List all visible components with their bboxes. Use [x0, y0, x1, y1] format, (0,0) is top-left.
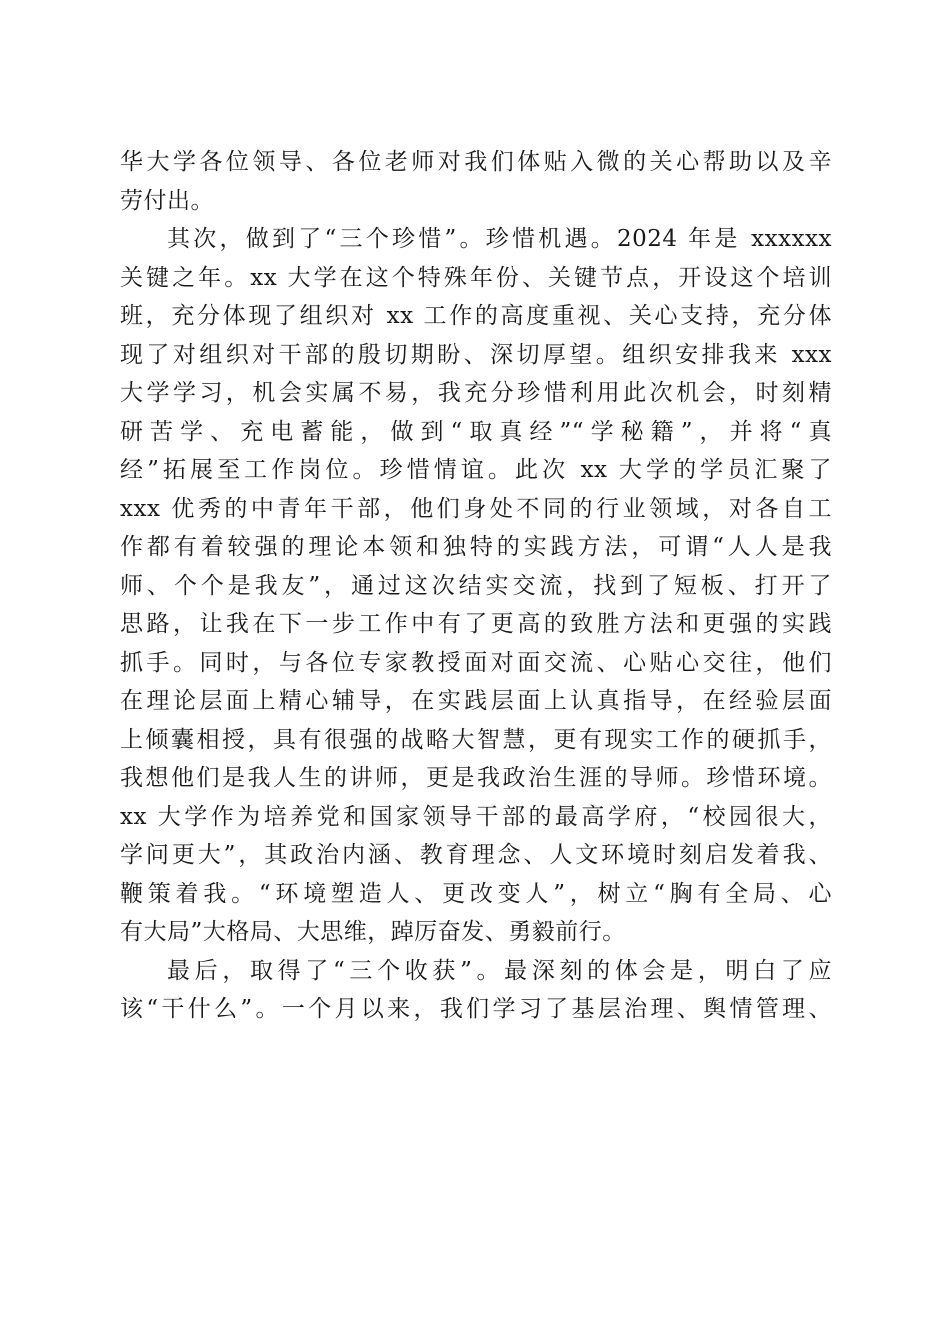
text-line: 该“干什么”。一个月以来，我们学习了基层治理、舆情管理、 — [120, 996, 832, 1022]
text-line: 师、个个是我友”，通过这次结实交流，找到了短板、打开了 — [120, 572, 832, 599]
text-line: 上倾囊相授，具有很强的战略大智慧，更有现实工作的硬抓手， — [120, 726, 832, 753]
text-line: 作都有着较强的理论本领和独特的实践方法，可谓“人人是我 — [120, 534, 832, 560]
text-line: 关键之年。xx 大学在这个特殊年份、关键节点，开设这个培训 — [120, 264, 832, 291]
text-line: xx 大学作为培养党和国家领导干部的最高学府，“校园很大， — [120, 803, 832, 830]
text-line: 思路，让我在下一步工作中有了更高的致胜方法和更强的实践 — [120, 611, 832, 637]
text-line: 经”拓展至工作岗位。珍惜情谊。此次 xx 大学的学员汇聚了 — [120, 457, 832, 483]
text-line: 班，充分体现了组织对 xx 工作的高度重视、关心支持，充分体 — [120, 303, 832, 329]
text-line: 我想他们是我人生的讲师，更是我政治生涯的导师。珍惜环境。 — [120, 765, 832, 791]
document-body — [120, 143, 832, 1029]
text-line: 学问更大”，其政治内涵、教育理念、人文环境时刻启发着我、 — [120, 842, 832, 868]
text-line: 大学学习，机会实属不易，我充分珍惜利用此次机会，时刻精 — [120, 380, 832, 406]
text-line: xxx 优秀的中青年干部，他们身处不同的行业领域，对各自工 — [120, 495, 832, 522]
text-line: 在理论层面上精心辅导，在实践层面上认真指导，在经验层面 — [120, 688, 832, 714]
text-line: 研苦学、充电蓄能，做到“取真经”“学秘籍”，并将“真 — [120, 418, 832, 445]
text-line: 现了对组织对干部的殷切期盼、深切厚望。组织安排我来 xxx — [120, 341, 832, 368]
paragraph-first-line: 其次，做到了“三个珍惜”。珍惜机遇。2024 年是 xxxxxx — [167, 226, 832, 252]
text-line: 劳付出。 — [120, 187, 214, 214]
text-line: 抓手。同时，与各位专家教授面对面交流、心贴心交往，他们 — [120, 649, 832, 676]
paragraph-first-line: 最后，取得了“三个收获”。最深刻的体会是，明白了应 — [167, 957, 832, 984]
text-line: 有大局”大格局、大思维，踔厉奋发、勇毅前行。 — [120, 919, 626, 945]
text-line: 鞭策着我。“环境塑造人、更改变人”，树立“胸有全局、心 — [120, 880, 832, 907]
text-line: 华大学各位领导、各位老师对我们体贴入微的关心帮助以及辛 — [120, 149, 832, 175]
